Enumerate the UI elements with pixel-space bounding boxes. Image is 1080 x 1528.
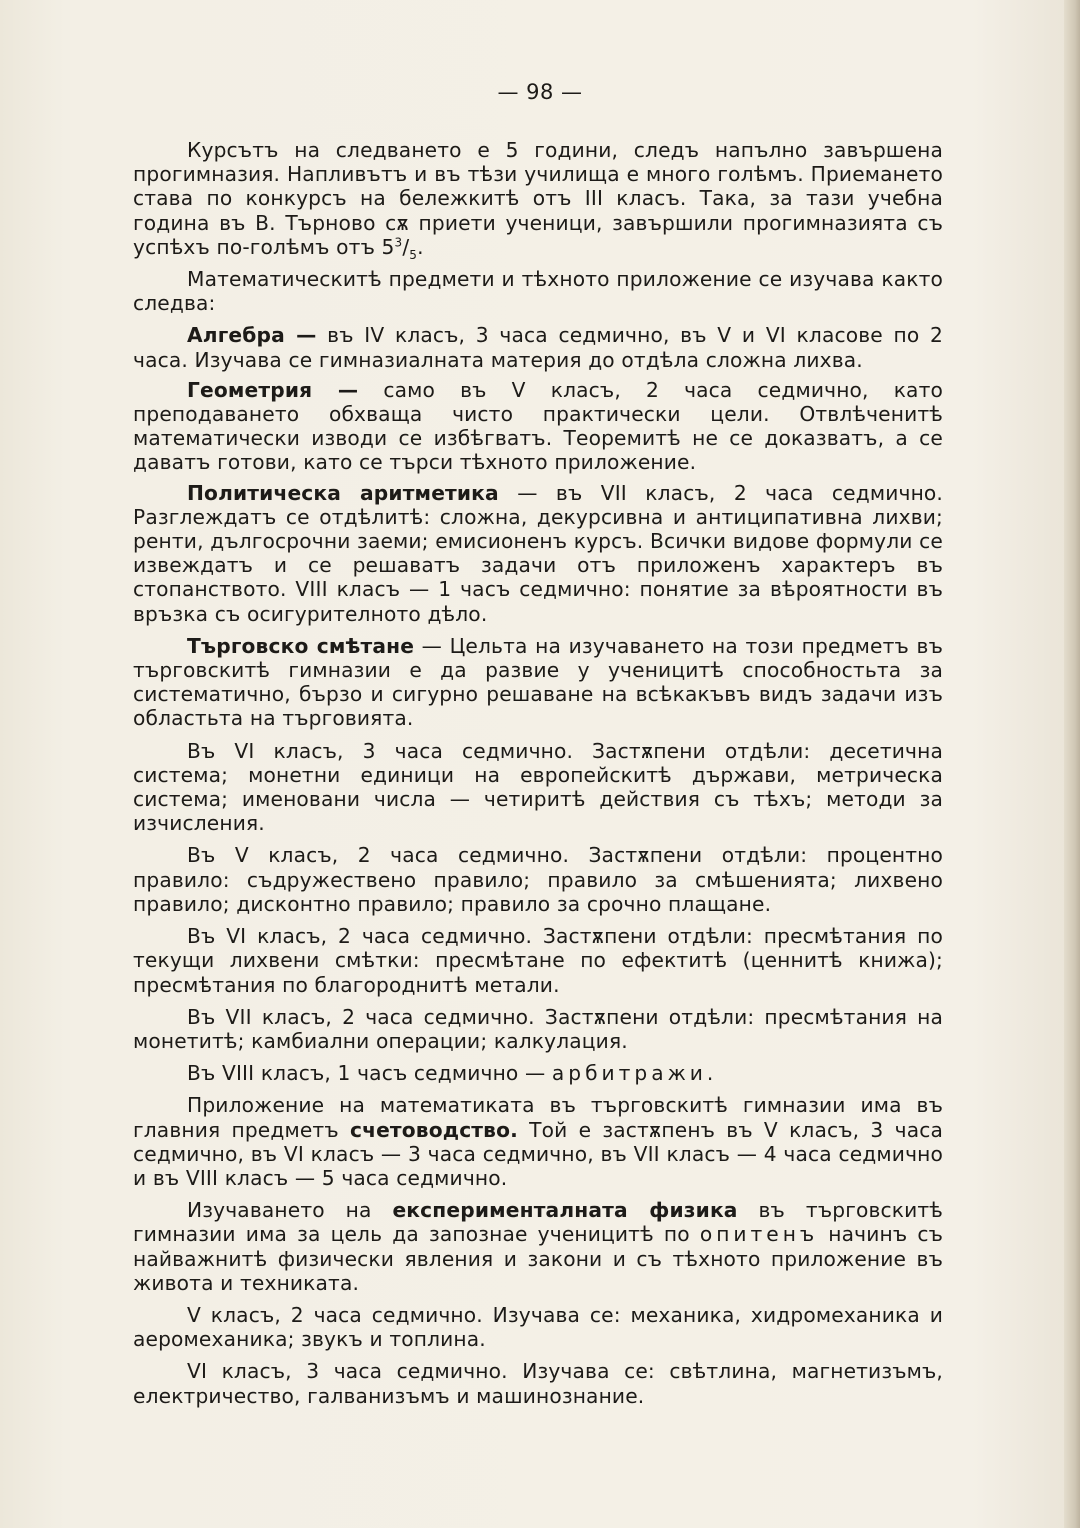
paragraph-class-vi-2h [133, 924, 943, 997]
paragraph-math-subjects [133, 267, 943, 315]
fraction-numerator: 3 [394, 235, 403, 250]
page-edge-shadow [1064, 0, 1080, 1528]
fraction-denominator: 5 [409, 247, 418, 262]
paragraph-text: Изучаването на [187, 1198, 393, 1223]
paragraph-algebra [133, 323, 943, 371]
page-number: — 98 — [497, 80, 583, 104]
paragraph-class-vi-3h [133, 739, 943, 836]
paragraph-text: само въ V класъ, 2 часа седмично, като преподаването обхваща чисто практически цели. Отвлѣченитѣ математически изводи се избѣгватъ. Теоремитѣ не се доказватъ, а се даватъ готови, като се търси тѣхното приложение. [133, 377, 943, 475]
subject-heading-commercial-arithmetic: Търговско смѣтане [187, 633, 415, 658]
paragraph-text-end: . [706, 1061, 714, 1086]
paragraph-text: Въ VI класъ, 3 часа седмично. Застѫпени отдѣли: десетична система; монетни единици на европейскитѣ държави, метрическа система; именовани числа — четиритѣ действия съ тѣхъ; методи за изчисления. [133, 738, 943, 836]
paragraph-class-viii-1h [133, 1061, 943, 1085]
spaced-term-arbitrage: арбитражи [551, 1061, 707, 1086]
subject-heading-geometry: Геометрия — [187, 377, 359, 402]
paragraph-text: Математическитѣ предмети и тѣхното приложение се изучава както следва: [133, 267, 943, 316]
paragraph-text: Курсътъ на следването е 5 години, следъ напълно завършена прогимназия. Напливътъ и въ тѣзи училища е много голѣмъ. Приемането става по конкурсъ на бележкитѣ отъ III класъ. Така, за тази учебна година въ В. Търново сѫ приети ученици, завършили прогимназията съ успѣхъ по-голѣмъ отъ 5 [133, 138, 943, 259]
subject-heading-political-arithmetic: Политическа аритметика [187, 480, 499, 505]
paragraph-text: Въ VII класъ, 2 часа седмично. Застѫпени отдѣли: пресмѣтания на монетитѣ; камбиални операции; калкулация. [133, 1004, 943, 1053]
subject-heading-algebra: Алгебра — [187, 323, 317, 348]
paragraph-accounting [133, 1093, 943, 1190]
paragraph-class-v-2h [133, 843, 943, 916]
paragraph-text: Приложение на математиката въ търговскитѣ гимназии има въ главния предметъ [133, 1093, 943, 1142]
paragraph-text: — Цельта на изучаването на този предметъ въ търговскитѣ гимназии е да развие у ученицитѣ способностьта за систематично, бързо и сигурно решаване на всѣкакъвъ видъ задачи изъ областьта на търговията. [133, 633, 943, 731]
paragraph-class-vii-2h [133, 1005, 943, 1053]
paragraph-commercial-arithmetic [133, 634, 943, 731]
subject-heading-accounting: счетоводство. [349, 1117, 518, 1142]
paragraph-physics-class-v [133, 1303, 943, 1351]
paragraph-text: Въ VI класъ, 2 часа седмично. Застѫпени отдѣли: пресмѣтания по текущи лихвени смѣтки: пресмѣтане по ефектитѣ (ценнитѣ книжа); пресмѣтания по благороднитѣ метали. [133, 924, 943, 997]
paragraph-text: V класъ, 2 часа седмично. Изучава се: механика, хидромеханика и аеромеханика; звукъ и топлина. [133, 1302, 943, 1352]
subject-heading-physics: експерименталната физика [392, 1198, 738, 1223]
paragraph-text: VI класъ, 3 часа седмично. Изучава се: свѣтлина, магнетизъмъ, електричество, галванизъмъ и машинознание. [133, 1359, 943, 1408]
paragraph-course-duration [133, 138, 943, 262]
paragraph-text: Въ V класъ, 2 часа седмично. Застѫпени отдѣли: процентно правило: съдружествено правило; правило за смѣшенията; лихвено правило; дисконтно правило; правило за срочно плащане. [133, 843, 943, 916]
paragraph-text: Въ VIII класъ, 1 часъ седмично — [187, 1061, 552, 1086]
paragraph-text: въ търговскитѣ гимназии има за цель да запознае ученицитѣ по [133, 1198, 943, 1247]
body-text [133, 138, 943, 1416]
spaced-term-experimental: опитенъ [699, 1222, 819, 1247]
fraction-separator: / [402, 234, 410, 259]
paragraph-geometry [133, 378, 943, 475]
paragraph-text-end: начинъ съ найважнитѣ физически явления и закони и съ тѣхното приложение въ живота и техниката. [133, 1222, 943, 1295]
paragraph-text: въ IV класъ, 3 часа седмично, въ V и VI класове по 2 часа. Изучава се гимназиалната материя до отдѣла сложна лихва. [133, 323, 944, 372]
paragraph-text-end: . [417, 234, 424, 259]
paragraph-physics [133, 1198, 943, 1295]
paragraph-text-end: Той е застѫпенъ въ V класъ, 3 часа седмично, въ VI класъ — 3 часа седмично, въ VII класъ — 4 часа седмично и въ VIII класъ — 5 часа седмично. [133, 1117, 943, 1190]
paragraph-political-arithmetic [133, 481, 943, 626]
paragraph-text: — въ VII класъ, 2 часа седмично. Разглеждатъ се отдѣлитѣ: сложна, декурсивна и антиципативна лихви; ренти, дългосрочни заеми; емисионенъ курсъ. Всички видове формули се извеждатъ и се решаватъ задачи отъ приложенъ характеръ въ стопанството. VIII класъ — 1 часъ седмично: понятие за вѣроятности въ връзка съ осигурителното дѣло. [133, 480, 943, 626]
paragraph-physics-class-vi [133, 1359, 943, 1407]
